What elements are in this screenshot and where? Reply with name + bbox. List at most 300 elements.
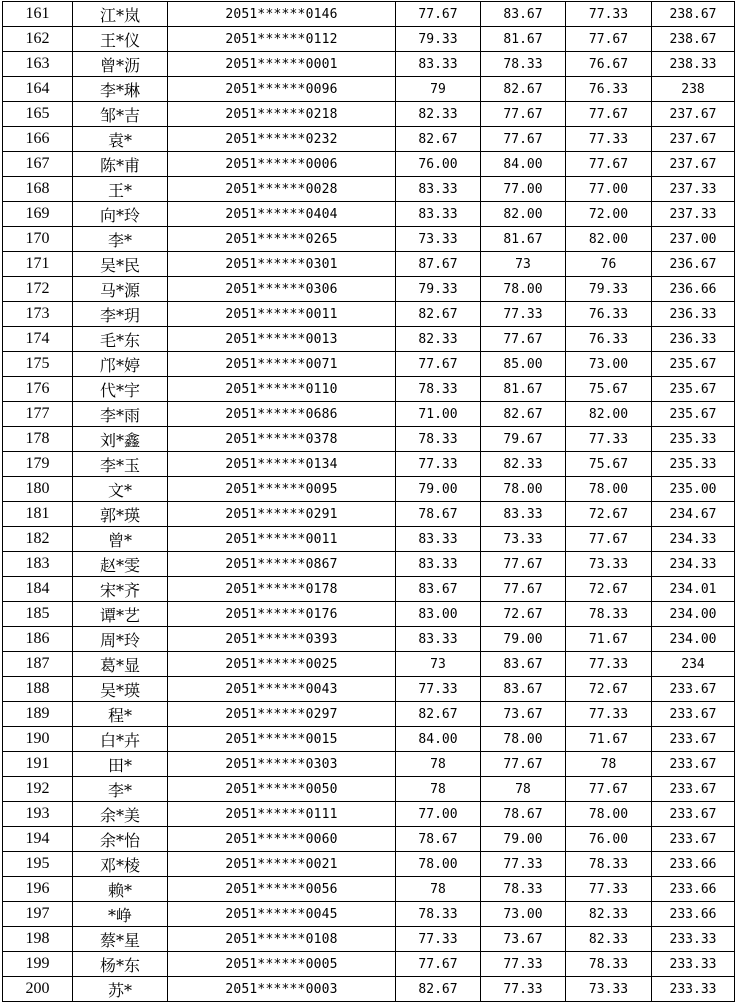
score-1-cell: 78 [396,777,481,802]
id-cell: 2051******0015 [168,727,396,752]
rank-cell: 195 [3,852,73,877]
name-cell: *峥 [73,902,168,927]
table-row [3,527,735,552]
name-cell: 赖* [73,877,168,902]
total-cell: 237.67 [652,127,735,152]
total-cell: 233.67 [652,802,735,827]
total-cell: 234.33 [652,527,735,552]
table-row [3,602,735,627]
table-row [3,2,735,27]
score-1-cell: 82.33 [396,102,481,127]
score-2-cell: 73.00 [481,902,566,927]
score-2-cell: 84.00 [481,152,566,177]
id-cell: 2051******0146 [168,2,396,27]
total-cell: 238.33 [652,52,735,77]
rank-cell: 165 [3,102,73,127]
id-cell: 2051******0306 [168,277,396,302]
table-row [3,727,735,752]
score-3-cell: 73.33 [566,977,652,1002]
total-cell: 237.00 [652,227,735,252]
name-cell: 李*琳 [73,77,168,102]
id-cell: 2051******0110 [168,377,396,402]
id-cell: 2051******0178 [168,577,396,602]
score-2-cell: 77.33 [481,302,566,327]
id-cell: 2051******0112 [168,27,396,52]
rank-cell: 196 [3,877,73,902]
table-row [3,477,735,502]
score-1-cell: 82.67 [396,302,481,327]
id-cell: 2051******0301 [168,252,396,277]
table-row [3,402,735,427]
score-2-cell: 83.67 [481,677,566,702]
name-cell: 周*玲 [73,627,168,652]
table-row [3,77,735,102]
id-cell: 2051******0303 [168,752,396,777]
id-cell: 2051******0232 [168,127,396,152]
score-2-cell: 77.33 [481,852,566,877]
id-cell: 2051******0378 [168,427,396,452]
table-row [3,777,735,802]
rank-cell: 192 [3,777,73,802]
table-row [3,152,735,177]
rank-cell: 194 [3,827,73,852]
table-row [3,352,735,377]
id-cell: 2051******0006 [168,152,396,177]
name-cell: 赵*雯 [73,552,168,577]
name-cell: 李*雨 [73,402,168,427]
name-cell: 向*玲 [73,202,168,227]
score-3-cell: 76.33 [566,327,652,352]
name-cell: 吴*瑛 [73,677,168,702]
score-1-cell: 77.67 [396,352,481,377]
rank-cell: 170 [3,227,73,252]
rank-cell: 180 [3,477,73,502]
score-1-cell: 87.67 [396,252,481,277]
name-cell: 葛*显 [73,652,168,677]
name-cell: 吴*民 [73,252,168,277]
name-cell: 王*仪 [73,27,168,52]
score-1-cell: 79 [396,77,481,102]
table-row [3,202,735,227]
total-cell: 238 [652,77,735,102]
score-1-cell: 78.67 [396,502,481,527]
score-2-cell: 77.67 [481,102,566,127]
total-cell: 238.67 [652,2,735,27]
total-cell: 233.67 [652,677,735,702]
name-cell: 袁* [73,127,168,152]
id-cell: 2051******0056 [168,877,396,902]
score-3-cell: 77.33 [566,877,652,902]
table-row [3,227,735,252]
score-table [2,1,735,1002]
score-1-cell: 83.33 [396,177,481,202]
total-cell: 233.67 [652,702,735,727]
name-cell: 田* [73,752,168,777]
total-cell: 236.33 [652,302,735,327]
table-row [3,927,735,952]
table-row [3,127,735,152]
id-cell: 2051******0003 [168,977,396,1002]
total-cell: 237.67 [652,102,735,127]
score-2-cell: 81.67 [481,227,566,252]
rank-cell: 193 [3,802,73,827]
total-cell: 236.33 [652,327,735,352]
score-1-cell: 79.00 [396,477,481,502]
total-cell: 236.67 [652,252,735,277]
score-3-cell: 78.33 [566,852,652,877]
score-2-cell: 82.00 [481,202,566,227]
id-cell: 2051******0025 [168,652,396,677]
score-1-cell: 78.67 [396,827,481,852]
total-cell: 238.67 [652,27,735,52]
total-cell: 233.67 [652,727,735,752]
table-row [3,427,735,452]
rank-cell: 161 [3,2,73,27]
total-cell: 235.67 [652,402,735,427]
id-cell: 2051******0108 [168,927,396,952]
table-row [3,827,735,852]
score-1-cell: 84.00 [396,727,481,752]
score-3-cell: 76.33 [566,302,652,327]
rank-cell: 186 [3,627,73,652]
table-row [3,327,735,352]
table-row [3,277,735,302]
rank-cell: 183 [3,552,73,577]
total-cell: 234.33 [652,552,735,577]
name-cell: 郭*瑛 [73,502,168,527]
name-cell: 代*宇 [73,377,168,402]
rank-cell: 199 [3,952,73,977]
rank-cell: 174 [3,327,73,352]
name-cell: 邝*婷 [73,352,168,377]
table-row [3,652,735,677]
score-1-cell: 82.33 [396,327,481,352]
score-3-cell: 76.67 [566,52,652,77]
score-3-cell: 75.67 [566,377,652,402]
rank-cell: 188 [3,677,73,702]
id-cell: 2051******0297 [168,702,396,727]
id-cell: 2051******0096 [168,77,396,102]
score-3-cell: 72.67 [566,502,652,527]
score-3-cell: 77.67 [566,152,652,177]
id-cell: 2051******0060 [168,827,396,852]
id-cell: 2051******0867 [168,552,396,577]
score-2-cell: 78.00 [481,277,566,302]
total-cell: 235.67 [652,377,735,402]
score-3-cell: 82.33 [566,902,652,927]
score-3-cell: 78.33 [566,602,652,627]
rank-cell: 164 [3,77,73,102]
table-body [3,2,735,1002]
score-3-cell: 77.33 [566,652,652,677]
table-row [3,102,735,127]
score-2-cell: 78.00 [481,727,566,752]
score-2-cell: 77.67 [481,327,566,352]
score-2-cell: 77.00 [481,177,566,202]
total-cell: 234.01 [652,577,735,602]
score-3-cell: 77.33 [566,702,652,727]
score-3-cell: 71.67 [566,627,652,652]
name-cell: 刘*鑫 [73,427,168,452]
score-3-cell: 73.33 [566,552,652,577]
score-1-cell: 83.67 [396,577,481,602]
score-1-cell: 82.67 [396,977,481,1002]
name-cell: 曾* [73,527,168,552]
score-3-cell: 72.67 [566,577,652,602]
table-row [3,677,735,702]
id-cell: 2051******0021 [168,852,396,877]
score-2-cell: 78.33 [481,52,566,77]
score-3-cell: 78.00 [566,477,652,502]
score-2-cell: 81.67 [481,27,566,52]
id-cell: 2051******0218 [168,102,396,127]
score-3-cell: 73.00 [566,352,652,377]
name-cell: 苏* [73,977,168,1002]
name-cell: 毛*东 [73,327,168,352]
rank-cell: 173 [3,302,73,327]
name-cell: 宋*齐 [73,577,168,602]
name-cell: 江*岚 [73,2,168,27]
score-3-cell: 82.00 [566,227,652,252]
table-row [3,577,735,602]
rank-cell: 187 [3,652,73,677]
score-2-cell: 77.67 [481,127,566,152]
score-3-cell: 77.33 [566,127,652,152]
total-cell: 234 [652,652,735,677]
table-row [3,502,735,527]
total-cell: 235.33 [652,452,735,477]
id-cell: 2051******0291 [168,502,396,527]
score-1-cell: 83.00 [396,602,481,627]
score-3-cell: 78.00 [566,802,652,827]
score-1-cell: 78.33 [396,427,481,452]
rank-cell: 197 [3,902,73,927]
name-cell: 余*怡 [73,827,168,852]
score-1-cell: 77.33 [396,677,481,702]
rank-cell: 182 [3,527,73,552]
score-3-cell: 72.00 [566,202,652,227]
name-cell: 谭*艺 [73,602,168,627]
id-cell: 2051******0265 [168,227,396,252]
total-cell: 233.33 [652,952,735,977]
id-cell: 2051******0071 [168,352,396,377]
total-cell: 237.33 [652,202,735,227]
total-cell: 233.66 [652,902,735,927]
score-2-cell: 79.00 [481,827,566,852]
score-3-cell: 77.33 [566,2,652,27]
score-1-cell: 77.33 [396,927,481,952]
rank-cell: 177 [3,402,73,427]
total-cell: 233.33 [652,927,735,952]
score-3-cell: 76.00 [566,827,652,852]
score-2-cell: 77.67 [481,752,566,777]
total-cell: 233.67 [652,752,735,777]
rank-cell: 190 [3,727,73,752]
id-cell: 2051******0686 [168,402,396,427]
score-2-cell: 82.67 [481,402,566,427]
total-cell: 233.66 [652,852,735,877]
score-1-cell: 73 [396,652,481,677]
rank-cell: 178 [3,427,73,452]
table-row [3,802,735,827]
score-2-cell: 82.67 [481,77,566,102]
score-1-cell: 77.67 [396,952,481,977]
score-1-cell: 78.00 [396,852,481,877]
score-1-cell: 78.33 [396,902,481,927]
table-row [3,902,735,927]
name-cell: 邓*棱 [73,852,168,877]
score-1-cell: 78 [396,752,481,777]
score-1-cell: 83.33 [396,552,481,577]
id-cell: 2051******0011 [168,527,396,552]
table-row [3,27,735,52]
total-cell: 233.66 [652,877,735,902]
name-cell: 程* [73,702,168,727]
score-3-cell: 78 [566,752,652,777]
score-3-cell: 76.33 [566,77,652,102]
score-2-cell: 83.67 [481,2,566,27]
id-cell: 2051******0001 [168,52,396,77]
score-1-cell: 83.33 [396,202,481,227]
score-2-cell: 78.67 [481,802,566,827]
table-row [3,552,735,577]
name-cell: 杨*东 [73,952,168,977]
rank-cell: 175 [3,352,73,377]
id-cell: 2051******0005 [168,952,396,977]
score-2-cell: 73 [481,252,566,277]
rank-cell: 200 [3,977,73,1002]
score-3-cell: 76 [566,252,652,277]
table-row [3,702,735,727]
id-cell: 2051******0393 [168,627,396,652]
score-2-cell: 81.67 [481,377,566,402]
id-cell: 2051******0404 [168,202,396,227]
rank-cell: 163 [3,52,73,77]
table-row [3,177,735,202]
id-cell: 2051******0134 [168,452,396,477]
score-1-cell: 82.67 [396,702,481,727]
score-3-cell: 72.67 [566,677,652,702]
id-cell: 2051******0176 [168,602,396,627]
score-3-cell: 79.33 [566,277,652,302]
total-cell: 235.33 [652,427,735,452]
table-row [3,952,735,977]
rank-cell: 169 [3,202,73,227]
score-3-cell: 77.33 [566,427,652,452]
table-row [3,377,735,402]
rank-cell: 181 [3,502,73,527]
score-2-cell: 78.00 [481,477,566,502]
name-cell: 白*卉 [73,727,168,752]
score-2-cell: 83.33 [481,502,566,527]
table-row [3,752,735,777]
score-1-cell: 71.00 [396,402,481,427]
score-1-cell: 78.33 [396,377,481,402]
name-cell: 李*玥 [73,302,168,327]
name-cell: 李* [73,227,168,252]
rank-cell: 179 [3,452,73,477]
id-cell: 2051******0095 [168,477,396,502]
total-cell: 234.00 [652,602,735,627]
score-2-cell: 72.67 [481,602,566,627]
score-1-cell: 77.67 [396,2,481,27]
total-cell: 237.33 [652,177,735,202]
score-2-cell: 77.67 [481,577,566,602]
total-cell: 233.33 [652,977,735,1002]
rank-cell: 189 [3,702,73,727]
score-2-cell: 77.33 [481,977,566,1002]
score-3-cell: 82.33 [566,927,652,952]
name-cell: 王* [73,177,168,202]
rank-cell: 176 [3,377,73,402]
score-1-cell: 83.33 [396,52,481,77]
score-2-cell: 79.00 [481,627,566,652]
total-cell: 236.66 [652,277,735,302]
score-2-cell: 85.00 [481,352,566,377]
score-2-cell: 79.67 [481,427,566,452]
table-row [3,852,735,877]
score-1-cell: 79.33 [396,27,481,52]
score-3-cell: 77.67 [566,102,652,127]
id-cell: 2051******0011 [168,302,396,327]
rank-cell: 184 [3,577,73,602]
table-row [3,452,735,477]
rank-cell: 167 [3,152,73,177]
rank-cell: 166 [3,127,73,152]
total-cell: 235.00 [652,477,735,502]
id-cell: 2051******0028 [168,177,396,202]
rank-cell: 172 [3,277,73,302]
score-2-cell: 82.33 [481,452,566,477]
name-cell: 李*玉 [73,452,168,477]
table-row [3,877,735,902]
id-cell: 2051******0111 [168,802,396,827]
total-cell: 233.67 [652,827,735,852]
score-1-cell: 78 [396,877,481,902]
score-3-cell: 82.00 [566,402,652,427]
score-2-cell: 83.67 [481,652,566,677]
score-1-cell: 76.00 [396,152,481,177]
name-cell: 陈*甫 [73,152,168,177]
table-row [3,627,735,652]
rank-cell: 198 [3,927,73,952]
rank-cell: 191 [3,752,73,777]
score-2-cell: 73.33 [481,527,566,552]
name-cell: 曾*沥 [73,52,168,77]
rank-cell: 168 [3,177,73,202]
score-1-cell: 77.00 [396,802,481,827]
score-1-cell: 82.67 [396,127,481,152]
score-3-cell: 77.67 [566,527,652,552]
table-row [3,302,735,327]
rank-cell: 185 [3,602,73,627]
score-3-cell: 77.67 [566,777,652,802]
score-2-cell: 73.67 [481,702,566,727]
score-1-cell: 83.33 [396,627,481,652]
id-cell: 2051******0013 [168,327,396,352]
score-1-cell: 77.33 [396,452,481,477]
total-cell: 237.67 [652,152,735,177]
score-2-cell: 77.33 [481,952,566,977]
score-1-cell: 73.33 [396,227,481,252]
table-row [3,52,735,77]
table-row [3,252,735,277]
id-cell: 2051******0045 [168,902,396,927]
total-cell: 233.67 [652,777,735,802]
score-3-cell: 77.67 [566,27,652,52]
score-1-cell: 83.33 [396,527,481,552]
name-cell: 文* [73,477,168,502]
